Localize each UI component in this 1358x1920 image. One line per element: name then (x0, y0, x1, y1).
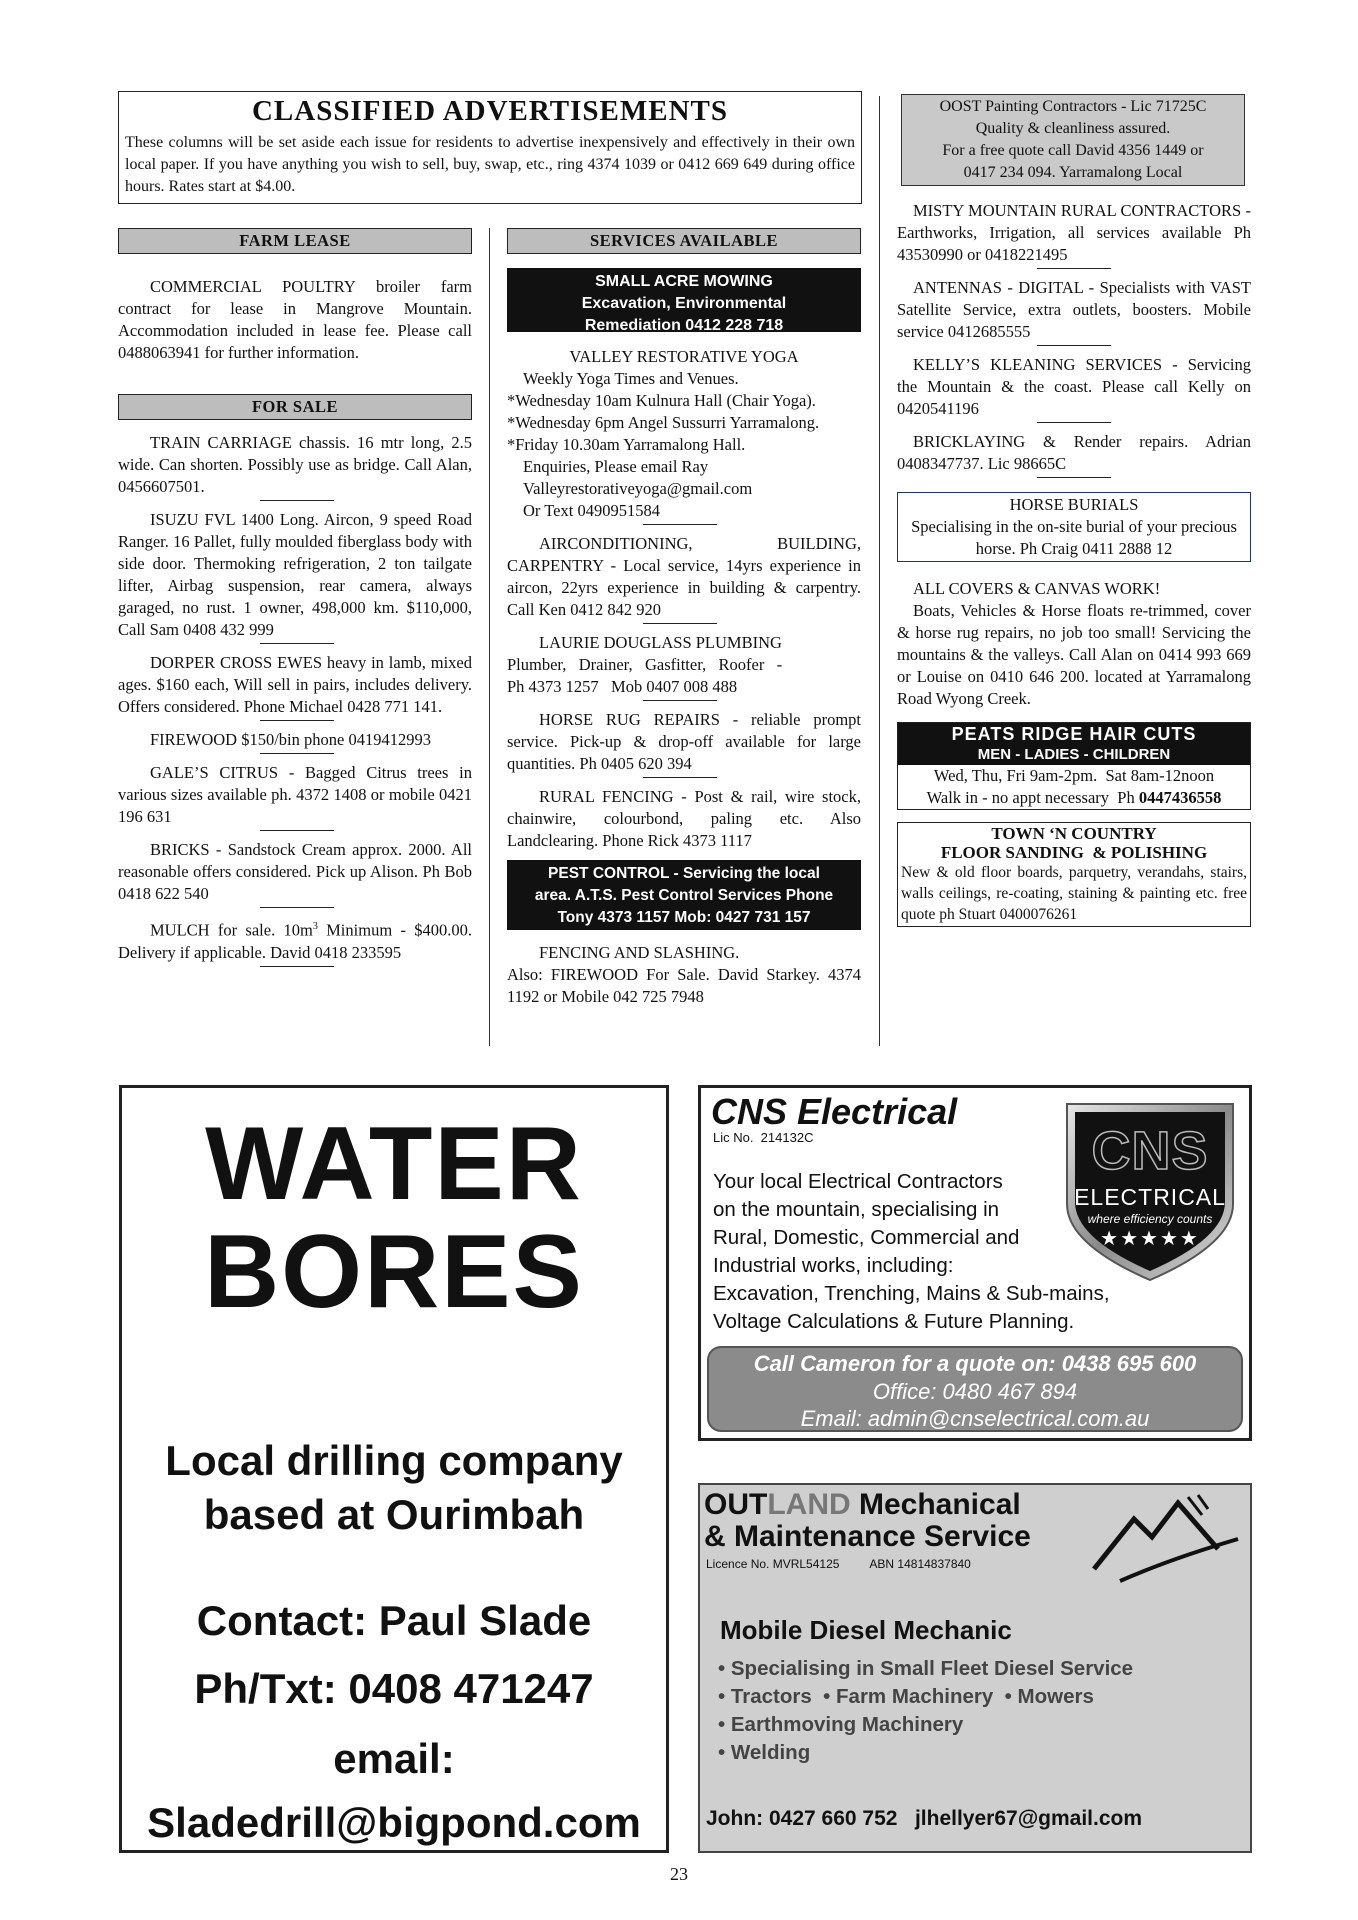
classified-header (118, 91, 862, 204)
cns-electrical-ad: CNS Electrical Lic No. 214132C CNS ELECTRICAL where efficiency counts ★★★★★ Your local Electrical Contractors on the mountain, specialising in Rural, Domestic, Commercial and Industrial works, including: Excavation, Trenching, Mains & Sub-mains, Voltage Calculations & Future Planning. Call Cameron for a quote on: 0438 695 600 Office: 0480 467 894 Email: admin@cnselectrical.com.au (698, 1085, 1252, 1441)
mountain-logo (1090, 1489, 1242, 1583)
classified-ad: MISTY MOUNTAIN RURAL CONTRACTORS - Earthworks, Irrigation, all services available Ph 43530990 or 0418221495 (897, 201, 1251, 264)
floor-sanding-ad: TOWN ‘N COUNTRY FLOOR SANDING & POLISHING New & old floor boards, parquetry, verandahs, stairs, walls ceilings, re-coating, staining & painting etc. free quote ph Stuart 0400076261 (897, 822, 1251, 927)
fencing-ad: FENCING AND SLASHING. Also: FIREWOOD For Sale. David Starkey. 4374 1192 or Mobile 042 725 7948 (507, 943, 861, 1006)
pest-control-ad: PEST CONTROL - Servicing the local area. A.T.S. Pest Control Services Phone Tony 4373 1157 Mob: 0427 731 157 (507, 860, 861, 930)
divider (643, 700, 717, 701)
water-bores-ad: WATER BORES Local drilling company based at Ourimbah Contact: Paul Slade Ph/Txt: 0408 471247 email: Sladedrill@bigpond.com (119, 1085, 669, 1853)
divider (1037, 477, 1111, 478)
classified-ad: BRICKS - Sandstock Cream approx. 2000. All reasonable offers considered. Pick up Alison. Ph Bob 0418 622 540 (118, 840, 472, 903)
divider (260, 966, 334, 967)
classified-ad: ANTENNAS - DIGITAL - Specialists with VAST Satellite Service, extra outlets, boosters. Mobile service 0412685555 (897, 278, 1251, 341)
classified-ad: FIREWOOD $150/bin phone 0419412993 (150, 730, 431, 749)
classified-ad: ISUZU FVL 1400 Long. Aircon, 9 speed Road Ranger. 16 Pallet, fully moulded fiberglass body with side door. Thermoking refrigeration, 2 ton tailgate lifter, Airbag suspension, rear camera, always garaged, no rust. 1 owner, 498,000 km. $110,000, Call Sam 0408 432 999 (118, 510, 472, 639)
classified-ad: AIRCONDITIONING, BUILDING, CARPENTRY - Local service, 14yrs experience in aircon, 22yrs experience in building & carpentry. Call Ken 0412 842 920 (507, 534, 861, 619)
divider (260, 643, 334, 644)
column-1 (118, 228, 472, 975)
yoga-ad: VALLEY RESTORATIVE YOGA Weekly Yoga Times and Venues. *Wednesday 10am Kulnura Hall (Chair Yoga). *Wednesday 6pm Angel Sussurri Yarramalong. *Friday 10.30am Yarramalong Hall. Enquiries, Please email Ray Valleyrestorativeyoga@gmail.com Or Text 0490951584 (507, 347, 820, 520)
divider (260, 907, 334, 908)
cns-title: CNS Electrical (711, 1091, 958, 1132)
divider (1037, 345, 1111, 346)
horse-burials-ad: HORSE BURIALS Specialising in the on-site burial of your precious horse. Ph Craig 0411 2888 12 (897, 492, 1251, 562)
oost-painting-ad: OOST Painting Contractors - Lic 71725C Quality & cleanliness assured. For a free quote call David 4356 1449 or 0417 234 094. Yarramalong Local (901, 94, 1245, 186)
classified-ad: RURAL FENCING - Post & rail, wire stock, chainwire, colourbond, paling etc. Also Landclearing. Phone Rick 4373 1117 (507, 787, 861, 850)
column-2 (507, 228, 861, 1008)
classified-ad: BRICKLAYING & Render repairs. Adrian 0408347737. Lic 98665C (897, 432, 1251, 473)
mowing-ad: SMALL ACRE MOWING Excavation, Environmental Remediation 0412 228 718 (507, 268, 861, 332)
plumbing-ad: LAURIE DOUGLASS PLUMBING Plumber, Drainer, Gasfitter, Roofer - Ph 4373 1257 Mob 0407 008 488 (507, 633, 783, 696)
divider (643, 524, 717, 525)
cns-contact-panel: Call Cameron for a quote on: 0438 695 600 Office: 0480 467 894 Email: admin@cnselectrical.com.au (707, 1346, 1243, 1432)
cns-shield-logo: CNS ELECTRICAL where efficiency counts ★★★★★ (1061, 1094, 1239, 1284)
classified-ad: GALE’S CITRUS - Bagged Citrus trees in various sizes available ph. 4372 1408 or mobile 0421 196 631 (118, 763, 472, 826)
hair-cuts-ad: PEATS RIDGE HAIR CUTS MEN - LADIES - CHILDREN Wed, Thu, Fri 9am-2pm. Sat 8am-12noon Walk in - no appt necessary Ph 0447436558 (897, 722, 1251, 810)
page-number: 23 (670, 1864, 688, 1884)
divider (1037, 422, 1111, 423)
outland-mechanical-ad: OUTLAND Mechanical & Maintenance Service Licence No. MVRL54125 ABN 14814837840 Mobile Diesel Mechanic • Specialising in Small Fleet Diesel Service • Tractors • Farm Machinery • Mowers • Earthmoving Machinery • Welding John: 0427 660 752 jlhellyer67@gmail.com (698, 1483, 1252, 1853)
classified-ad: KELLY’S KLEANING SERVICES - Servicing the Mountain & the coast. Please call Kelly on 0420541196 (897, 355, 1251, 418)
column-divider (489, 228, 490, 1046)
column-divider (879, 96, 880, 1046)
intro-text: These columns will be set aside each issue for residents to advertise inexpensively and effectively in their own local paper. If you have anything you wish to sell, buy, swap, etc., ring 4374 1039 or 0412 669 649 during office hours. Rates start at $4.00. (125, 134, 855, 195)
classified-ad: TRAIN CARRIAGE chassis. 16 mtr long, 2.5 wide. Can shorten. Possibly use as bridge. Call Alan, 0456607501. (118, 433, 472, 496)
classified-ad: HORSE RUG REPAIRS - reliable prompt service. Pick-up & drop-off available for large quantities. Ph 0405 620 394 (507, 710, 861, 773)
divider (260, 720, 334, 721)
divider (260, 753, 334, 754)
divider (643, 777, 717, 778)
for-sale-heading: FOR SALE (118, 394, 472, 420)
page-title: CLASSIFIED ADVERTISEMENTS (251, 95, 729, 127)
canvas-work-ad: ALL COVERS & CANVAS WORK! Boats, Vehicles & Horse floats re-trimmed, cover & horse rug repairs, no job too small! Servicing the mountains & the valleys. Call Alan on 0414 993 669 or Louise on 0410 646 200. located at Yarramalong Road Wyong Creek. (897, 579, 1251, 708)
services-heading: SERVICES AVAILABLE (507, 228, 861, 254)
divider (260, 830, 334, 831)
farm-lease-heading: FARM LEASE (118, 228, 472, 254)
divider (643, 623, 717, 624)
divider (260, 500, 334, 501)
classified-ad: DORPER CROSS EWES heavy in lamb, mixed ages. $160 each, Will sell in pairs, includes delivery. Offers considered. Phone Michael 0428 771 141. (118, 653, 472, 716)
column-3 (897, 94, 1251, 927)
divider (1037, 268, 1111, 269)
farm-lease-ad: COMMERCIAL POULTRY broiler farm contract for lease in Mangrove Mountain. Accommodation included in lease fee. Please call 0488063941 for further information. (118, 277, 472, 362)
mulch-ad: MULCH for sale. $10m^3$ Minimum - $400.00. Delivery if applicable. David 0418 233595 (118, 920, 472, 962)
